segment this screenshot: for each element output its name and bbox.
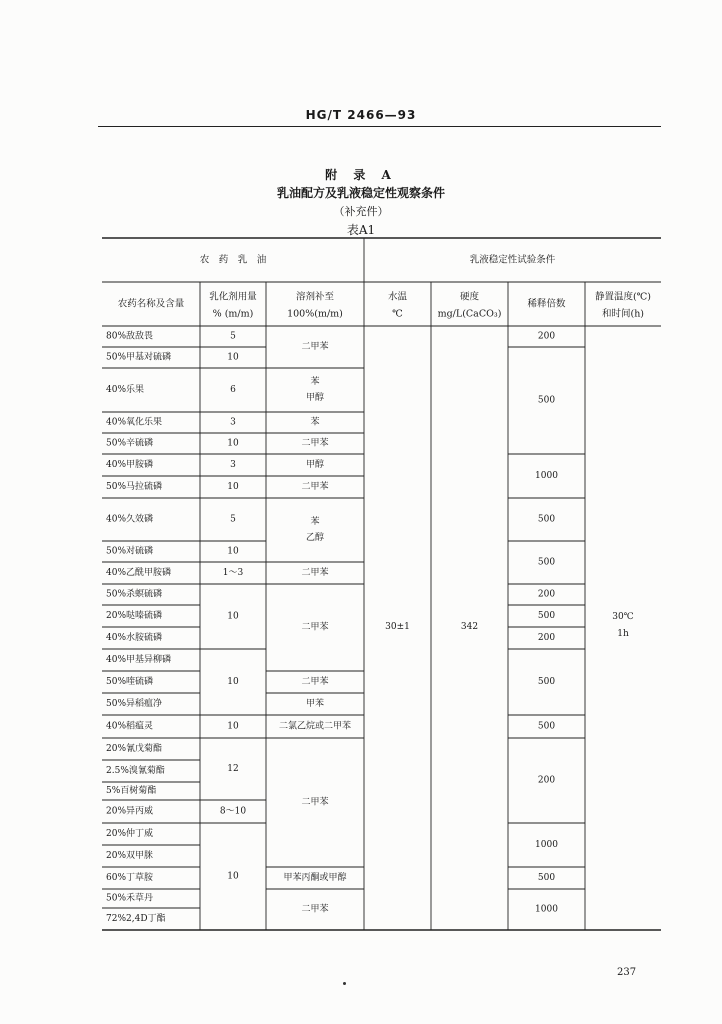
appendix-subtitle: 乳油配方及乳液稳定性观察条件: [276, 186, 445, 200]
solvent: 甲醇: [305, 393, 325, 403]
appendix-note: （补充件）: [333, 205, 389, 218]
solvent: 二甲苯: [301, 622, 329, 633]
column-header-emulsifier-unit: % (m/m): [212, 308, 254, 320]
pesticide-name: 40%氧化乐果: [106, 417, 163, 428]
pesticide-name: 40%水胺硫磷: [106, 633, 163, 643]
group-header-stability-conditions: 乳液稳定性试验条件: [469, 254, 556, 266]
dilution-ratio: 500: [537, 514, 556, 525]
emulsifier-amount: 5: [230, 514, 236, 525]
pesticide-name: 72%2,4D丁酯: [106, 914, 166, 924]
dilution-ratio: 1000: [535, 840, 558, 850]
emulsifier-amount: 5: [230, 331, 236, 342]
pesticide-name: 2.5%溴氰菊酯: [106, 766, 165, 776]
pesticide-name: 20%双甲脒: [106, 851, 154, 861]
pesticide-name: 40%甲胺磷: [106, 460, 154, 470]
solvent: 二甲苯: [301, 438, 329, 449]
dilution-ratio: 500: [537, 873, 556, 883]
emulsifier-amount: 10: [227, 546, 239, 557]
dilution-ratio: 1000: [535, 471, 558, 481]
pesticide-name: 40%甲基异柳磷: [106, 655, 172, 665]
appendix-title: 附 录 A: [325, 168, 397, 182]
emulsifier-amount: 10: [227, 611, 239, 622]
emulsifier-amount: 10: [227, 438, 239, 449]
solvent: 甲苯: [305, 699, 325, 709]
pesticide-name: 80%敌敌畏: [106, 331, 154, 342]
emulsifier-amount: 8～10: [219, 806, 247, 817]
emulsifier-amount: 10: [227, 482, 239, 492]
column-header-hardness-unit: mg/L(CaCO₃): [437, 308, 502, 320]
solvent: 乙醇: [305, 533, 325, 543]
pesticide-name: 5%百树菊酯: [106, 786, 157, 796]
pesticide-name: 50%对硫磷: [106, 546, 154, 557]
column-header-hardness: 硬度: [459, 291, 480, 303]
emulsifier-amount: 10: [227, 721, 239, 732]
standing-temperature-value: 30℃: [612, 612, 634, 622]
column-header-water-temp-unit: ℃: [392, 308, 403, 320]
solvent: 二甲苯: [301, 342, 329, 352]
dilution-ratio: 200: [537, 331, 556, 342]
solvent: 苯: [310, 517, 320, 527]
pesticide-name: 40%久效磷: [106, 514, 154, 525]
dilution-ratio: 200: [537, 589, 556, 600]
column-header-standing-time: 和时间(h): [601, 308, 645, 320]
dilution-ratio: 200: [537, 775, 556, 786]
solvent: 甲苯丙酮或甲醇: [283, 873, 347, 883]
emulsifier-amount: 3: [230, 417, 236, 428]
pesticide-name: 60%丁草胺: [106, 873, 154, 883]
pesticide-name: 40%乐果: [106, 385, 145, 395]
emulsifier-amount: 3: [230, 460, 236, 470]
pesticide-name: 50%禾草丹: [106, 893, 154, 904]
hardness-value: 342: [460, 622, 479, 632]
column-header-name: 农药名称及含量: [117, 298, 185, 310]
column-header-dilution: 稀释倍数: [527, 298, 566, 310]
pesticide-name: 20%哒嗪硫磷: [106, 611, 163, 621]
solvent: 二甲苯: [301, 797, 329, 808]
column-header-water-temp: 水温: [387, 291, 408, 303]
dilution-ratio: 200: [537, 633, 556, 643]
water-temperature-value: 30±1: [385, 622, 410, 632]
dilution-ratio: 500: [537, 721, 556, 732]
column-header-emulsifier: 乳化剂用量: [209, 291, 257, 303]
solvent: 二氯乙烷或二甲苯: [278, 721, 352, 732]
solvent: 苯: [310, 417, 320, 428]
pesticide-name: 50%杀螟硫磷: [106, 589, 163, 600]
solvent: 二甲苯: [301, 904, 329, 915]
emulsifier-amount: 10: [227, 871, 239, 882]
column-header-solvent: 溶剂补至: [295, 291, 335, 303]
page-number: 237: [617, 967, 637, 978]
dilution-ratio: 500: [537, 557, 556, 568]
pesticide-name: 40%稻瘟灵: [106, 721, 154, 732]
emulsifier-amount: 10: [227, 352, 239, 363]
pesticide-name: 20%仲丁威: [106, 829, 154, 839]
emulsifier-amount: 6: [230, 385, 236, 395]
dilution-ratio: 500: [537, 677, 556, 687]
dilution-ratio: 500: [537, 395, 556, 406]
solvent: 苯: [310, 377, 320, 387]
scan-speck: [343, 982, 346, 985]
pesticide-name: 50%辛硫磷: [106, 438, 154, 449]
emulsifier-amount: 1～3: [222, 568, 244, 578]
solvent: 二甲苯: [301, 677, 329, 687]
solvent: 甲醇: [305, 460, 325, 470]
dilution-ratio: 500: [537, 611, 556, 621]
document-code: HG/T 2466—93: [305, 108, 417, 122]
emulsifier-amount: 10: [227, 677, 239, 687]
column-header-standing-temp: 静置温度(℃): [594, 291, 652, 303]
pesticide-name: 20%氰戊菊酯: [106, 744, 163, 754]
pesticide-name: 20%异丙威: [106, 806, 154, 817]
solvent: 二甲苯: [301, 568, 329, 578]
standing-time-value: 1h: [617, 629, 629, 639]
dilution-ratio: 1000: [535, 904, 558, 915]
emulsifier-amount: 12: [227, 764, 239, 774]
pesticide-name: 50%马拉硫磷: [106, 482, 163, 492]
group-header-pesticide-emulsion: 农 药 乳 油: [199, 254, 267, 266]
solvent: 二甲苯: [301, 482, 329, 492]
table-label: 表A1: [346, 223, 376, 237]
pesticide-name: 40%乙酰甲胺磷: [106, 568, 172, 578]
pesticide-name: 50%甲基对硫磷: [106, 352, 172, 363]
column-header-solvent-unit: 100%(m/m): [287, 308, 343, 320]
pesticide-name: 50%异稻瘟净: [106, 699, 163, 709]
pesticide-name: 50%喹硫磷: [106, 677, 154, 687]
